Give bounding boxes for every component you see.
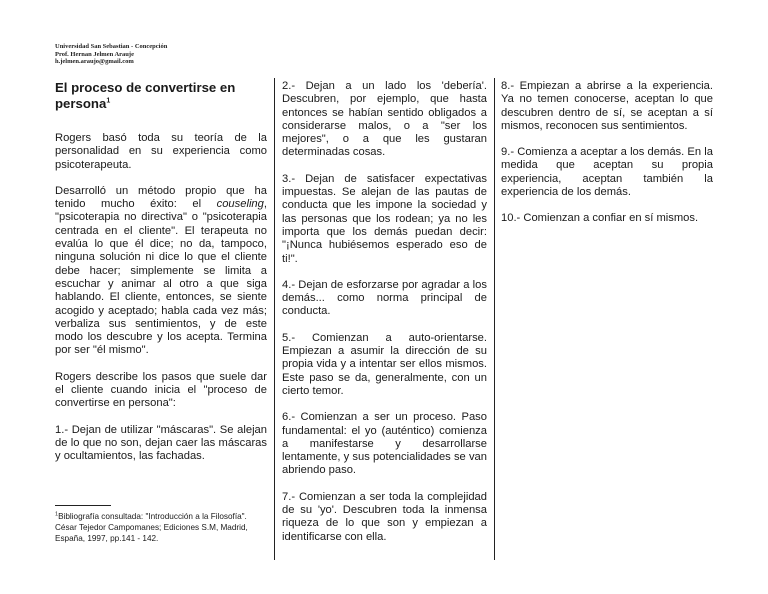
column-divider-2	[494, 78, 495, 560]
step-6: 6.- Comienzan a ser un proceso. Paso fundamental: el yo (auténtico) comienza a manifestarse y desarrollarse lentamente, y sus potencialidades se van abriendo paso.	[282, 411, 487, 477]
column-2	[282, 80, 487, 557]
step-5: 5.- Comienzan a auto-orientarse. Empiezan a asumir la dirección de su propia vida y a intentar ser ellos mismos. Este paso se da, generalmente, con un cierto temor.	[282, 331, 487, 397]
step-7: 7.- Comienzan a ser toda la complejidad de su 'yo'. Descubren toda la inmensa riqueza de lo que son y empiezan a identificarse con ella.	[282, 490, 487, 543]
paragraph-method-start: Desarrolló un método propio que ha tenido mucho éxito: el	[55, 184, 267, 211]
document-header	[55, 43, 167, 66]
column-1	[55, 80, 267, 477]
step-3: 3.- Dejan de satisfacer expectativas impuestas. Se alejan de las pautas de conducta que les impone la sociedad y las personas que los rodean; ya no les importa que los demás puedan decir: "¡Nunca hubiésemos esperado eso de ti!".	[282, 172, 487, 265]
footnote-separator	[55, 505, 111, 506]
column-3	[501, 80, 713, 239]
step-9: 9.- Comienza a aceptar a los demás. En la medida que aceptan su propia experiencia, aceptan también la experiencia de los demás.	[501, 146, 713, 199]
header-email: h.jelmen.araujo@gmail.com	[55, 58, 134, 65]
step-4: 4.- Dejan de esforzarse por agradar a los demás... como norma principal de conducta.	[282, 278, 487, 318]
header-professor: Prof. Hernan Jelmen Arauje	[55, 50, 134, 58]
page-title-text: El proceso de convertirse en persona	[55, 80, 236, 111]
paragraph-method-end: , "psicoterapia no directiva" o "psicoterapia centrada en el cliente". El terapeuta no evalúa lo que él dice; no da, tampoco, ninguna solución ni dice lo que el cliente debe hacer; simplemente se limita a escuchar y animar al otro a que siga hablando. El cliente, entonces, se siente acogido y aceptado; habla cada vez más; verbaliza sus sentimientos, y de este modo los descubre y los acepta. Termina por ser "él mismo".	[55, 198, 267, 357]
footnote-text: Bibliografía consultada: "Introducción a la Filosofía". César Tejedor Campomanes; Ediciones S.M, Madrid, España, 1997, pp.141 - 142.	[55, 512, 248, 543]
step-2: 2.- Dejan a un lado los 'debería'. Descubren, por ejemplo, que hasta entonces se habían sentido obligados a considerarse malos, o a "ser los mejores", o a que les gustaran determinadas cosas.	[282, 80, 487, 159]
footnote-reference: 1	[106, 97, 111, 105]
step-1: 1.- Dejan de utilizar "máscaras". Se alejan de lo que no son, dejan caer las máscaras y ocultamientos, las fachadas.	[55, 423, 267, 463]
step-10: 10.- Comienzan a confiar en sí mismos.	[501, 212, 699, 225]
paragraph-steps-intro: Rogers describe los pasos que suele dar el cliente cuando inicia el "proceso de convertirse en persona":	[55, 370, 267, 410]
footnote-mark: 1	[55, 511, 59, 518]
header-institution: Universidad San Sebastian - Concepción	[55, 43, 168, 50]
step-8: 8.- Empiezan a abrirse a la experiencia. Ya no temen conocerse, aceptan lo que descubren dentro de sí, se aceptan a sí mismos, reconocen sus sentimientos.	[501, 80, 713, 132]
page-title	[55, 80, 267, 111]
paragraph-method	[55, 185, 267, 358]
paragraph-intro: Rogers basó toda su teoría de la personalidad en su experiencia como psicoterapeuta.	[55, 132, 267, 171]
footnote	[55, 511, 269, 544]
column-divider-1	[274, 78, 275, 560]
paragraph-method-italic: couseling	[216, 198, 264, 211]
